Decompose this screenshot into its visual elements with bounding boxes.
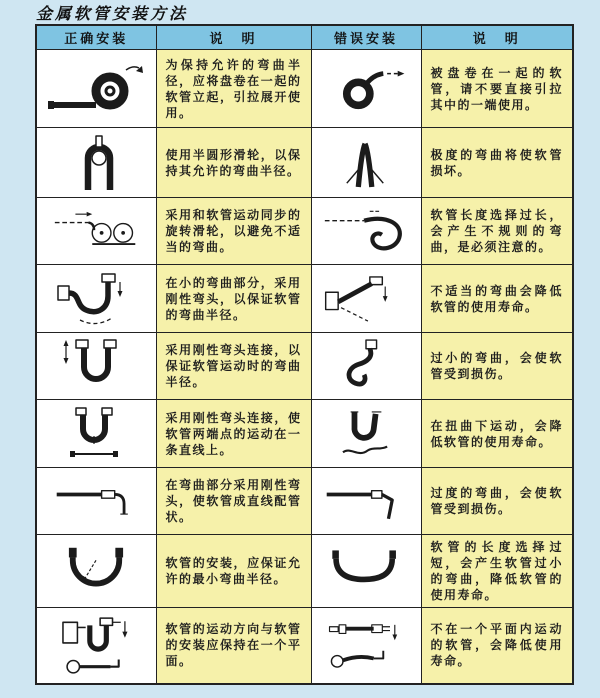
correct-description: 采用刚性弯头连接，使软管两端点的运动在一条直线上。 [156,400,311,468]
wrong-description: 不在一个平面内运动的软管，会降低使用寿命。 [421,608,573,684]
header-correct-install: 正确安装 [36,25,156,50]
table-row [36,400,573,468]
wrong-illustration-cell [311,128,421,198]
correct-illustration-cell [36,468,156,535]
correct-description: 软管的运动方向与软管的安装应保持在一个平面。 [156,608,311,684]
table-row [36,50,573,128]
correct-illustration-cell [36,198,156,265]
table-row [36,333,573,400]
wrong-description: 过度的弯曲，会使软管受到损伤。 [421,468,573,535]
correct-description: 软管的安装，应保证允许的最小弯曲半径。 [156,535,311,608]
wrong-description: 过小的弯曲，会使软管受到损伤。 [421,333,573,400]
correct-illustration-cell [36,535,156,608]
correct-illustration-cell [36,333,156,400]
header-row [36,25,573,50]
u-hose-with-rigid-elbows-icon [44,335,148,397]
improper-angled-bend-icon [318,269,414,329]
table-row [36,128,573,198]
wrong-description: 被盘卷在一起的软管，请不要直接引拉其中的一端使用。 [421,50,573,128]
correct-description: 为保持允许的弯曲半径，应将盘卷在一起的软管立起，引拉展开使用。 [156,50,311,128]
table-row [36,198,573,265]
wrong-description: 不适当的弯曲会降低软管的使用寿命。 [421,265,573,333]
wrong-description: 在扭曲下运动，会降低软管的使用寿命。 [421,400,573,468]
overlong-hose-irregular-bend-icon [318,202,414,260]
coiled-hose-stood-up-icon [44,58,148,120]
wrong-description: 软管长度选择过长，会产生不规则的弯曲，是必须注意的。 [421,198,573,265]
wrong-illustration-cell [311,265,421,333]
correct-description: 采用和软管运动同步的旋转滑轮，以避免不适当的弯曲。 [156,198,311,265]
straight-hose-with-rigid-elbow-icon [44,472,148,530]
too-small-s-bend-icon [318,336,414,396]
correct-illustration-cell [36,265,156,333]
u-hose-endpoints-inline-icon [44,403,148,465]
correct-illustration-cell [36,400,156,468]
wrong-illustration-cell [311,333,421,400]
overbent-hose-hook-icon [318,472,414,530]
hose-over-semicircular-pulley-icon [44,132,148,194]
correct-description: 使用半圆形滑轮，以保持其允许的弯曲半径。 [156,128,311,198]
extremely-kinked-hose-icon [318,133,414,193]
correct-illustration-cell [36,608,156,684]
u-hose-min-bend-radius-icon [44,541,148,601]
wrong-illustration-cell [311,400,421,468]
correct-illustration-cell [36,50,156,128]
correct-description: 在小的弯曲部分，采用刚性弯头，以保证软管的弯曲半径。 [156,265,311,333]
rigid-elbow-at-small-bend-icon [44,268,148,330]
too-short-hose-shallow-bend-icon [318,542,414,600]
wrong-illustration-cell [311,198,421,265]
coil-end-pulled-directly-icon [318,59,414,119]
hose-motion-in-one-plane-icon [44,613,148,677]
wrong-illustration-cell [311,608,421,684]
wrong-illustration-cell [311,535,421,608]
header-wrong-install: 错误安装 [311,25,421,50]
correct-description: 在弯曲部分采用刚性弯头，使软管成直线配管状。 [156,468,311,535]
header-description-2: 说 明 [421,25,573,50]
u-hose-twisted-motion-icon [318,404,414,464]
wrong-description: 软管的长度选择过短，会产生软管过小的弯曲，降低软管的使用寿命。 [421,535,573,608]
table-row [36,468,573,535]
header-description-1: 说 明 [156,25,311,50]
correct-description: 采用刚性弯头连接，以保证软管运动时的弯曲半径。 [156,333,311,400]
wrong-description: 极度的弯曲将使软管损坏。 [421,128,573,198]
wrong-illustration-cell [311,50,421,128]
wrong-illustration-cell [311,468,421,535]
correct-illustration-cell [36,128,156,198]
table-row [36,535,573,608]
synchronized-rotating-pulleys-icon [44,202,148,260]
table-row [36,265,573,333]
table-row [36,608,573,684]
page-title: 金属软管安装方法 [36,4,189,23]
installation-methods-table [35,24,574,685]
hose-motion-out-of-plane-icon [318,614,414,676]
